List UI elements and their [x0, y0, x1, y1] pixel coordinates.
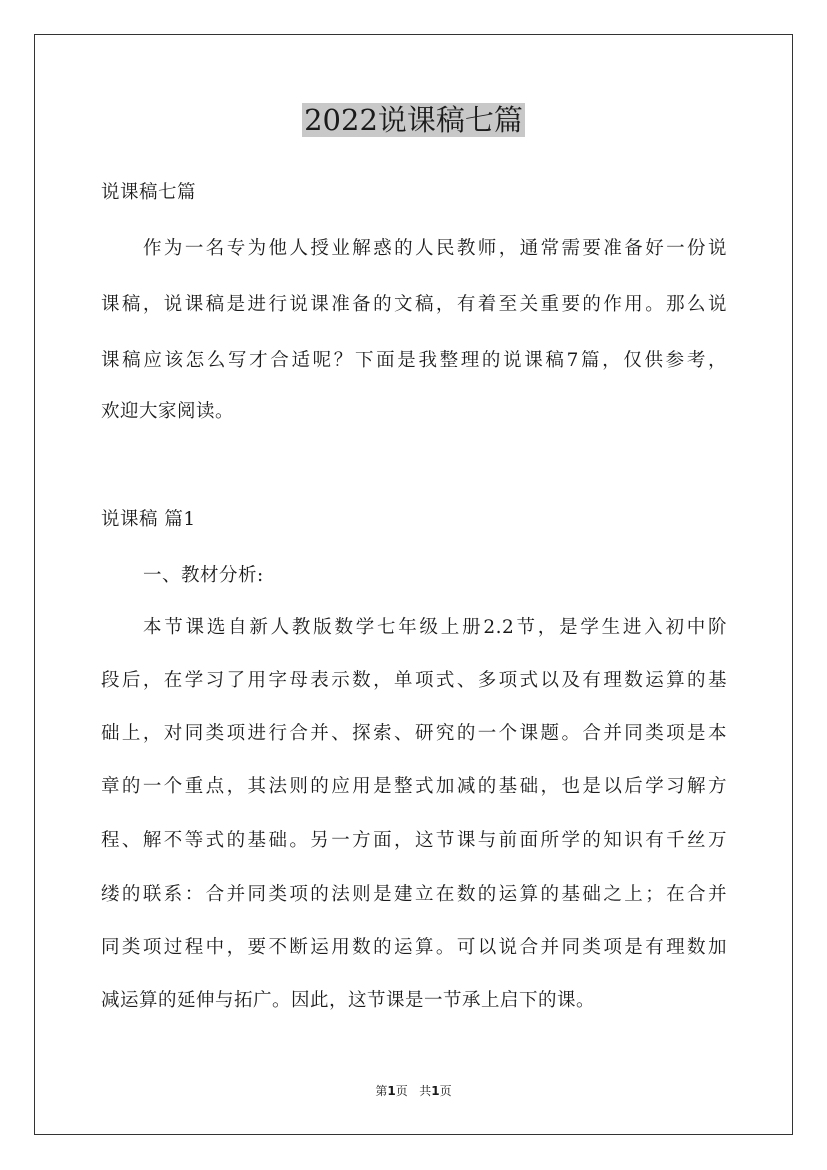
body-line-5: 程、解不等式的基础。另一方面，这节课与前面所学的知识有千丝万: [101, 830, 727, 851]
intro-line-4: 欢迎大家阅读。: [101, 401, 235, 422]
document-title-text: 2022说课稿七篇: [304, 103, 523, 137]
intro-line-1: 作为一名专为他人授业解惑的人民教师，通常需要准备好一份说: [143, 238, 727, 259]
page-footer: [0, 1083, 827, 1099]
footer-total-number: 1: [431, 1084, 440, 1098]
body-line-2: 段后，在学习了用字母表示数，单项式、多项式以及有理数运算的基: [101, 670, 727, 691]
section-heading: 说课稿 篇1: [101, 509, 196, 530]
footer-total-prefix: 共: [419, 1084, 432, 1098]
subsection-heading: 一、教材分析:: [143, 565, 264, 586]
body-line-3: 础上，对同类项进行合并、探索、研究的一个课题。合并同类项是本: [101, 723, 727, 744]
body-line-8: 减运算的延伸与拓广。因此，这节课是一节承上启下的课。: [101, 990, 596, 1011]
footer-page-number: 1: [387, 1084, 396, 1098]
body-line-1: 本节课选自新人教版数学七年级上册2.2节，是学生进入初中阶: [143, 617, 727, 638]
intro-line-3: 课稿应该怎么写才合适呢？下面是我整理的说课稿7篇，仅供参考，: [101, 350, 727, 371]
body-line-7: 同类项过程中，要不断运用数的运算。可以说合并同类项是有理数加: [101, 937, 727, 958]
body-line-4: 章的一个重点，其法则的应用是整式加减的基础，也是以后学习解方: [101, 776, 727, 797]
footer-total-suffix: 页: [439, 1084, 452, 1098]
document-subtitle: 说课稿七篇: [101, 182, 197, 203]
document-title: [0, 100, 827, 140]
footer-page-suffix: 页: [395, 1084, 408, 1098]
body-line-6: 缕的联系：合并同类项的法则是建立在数的运算的基础之上；在合并: [101, 884, 727, 905]
footer-page-prefix: 第: [375, 1084, 388, 1098]
intro-line-2: 课稿，说课稿是进行说课准备的文稿，有着至关重要的作用。那么说: [101, 294, 727, 315]
